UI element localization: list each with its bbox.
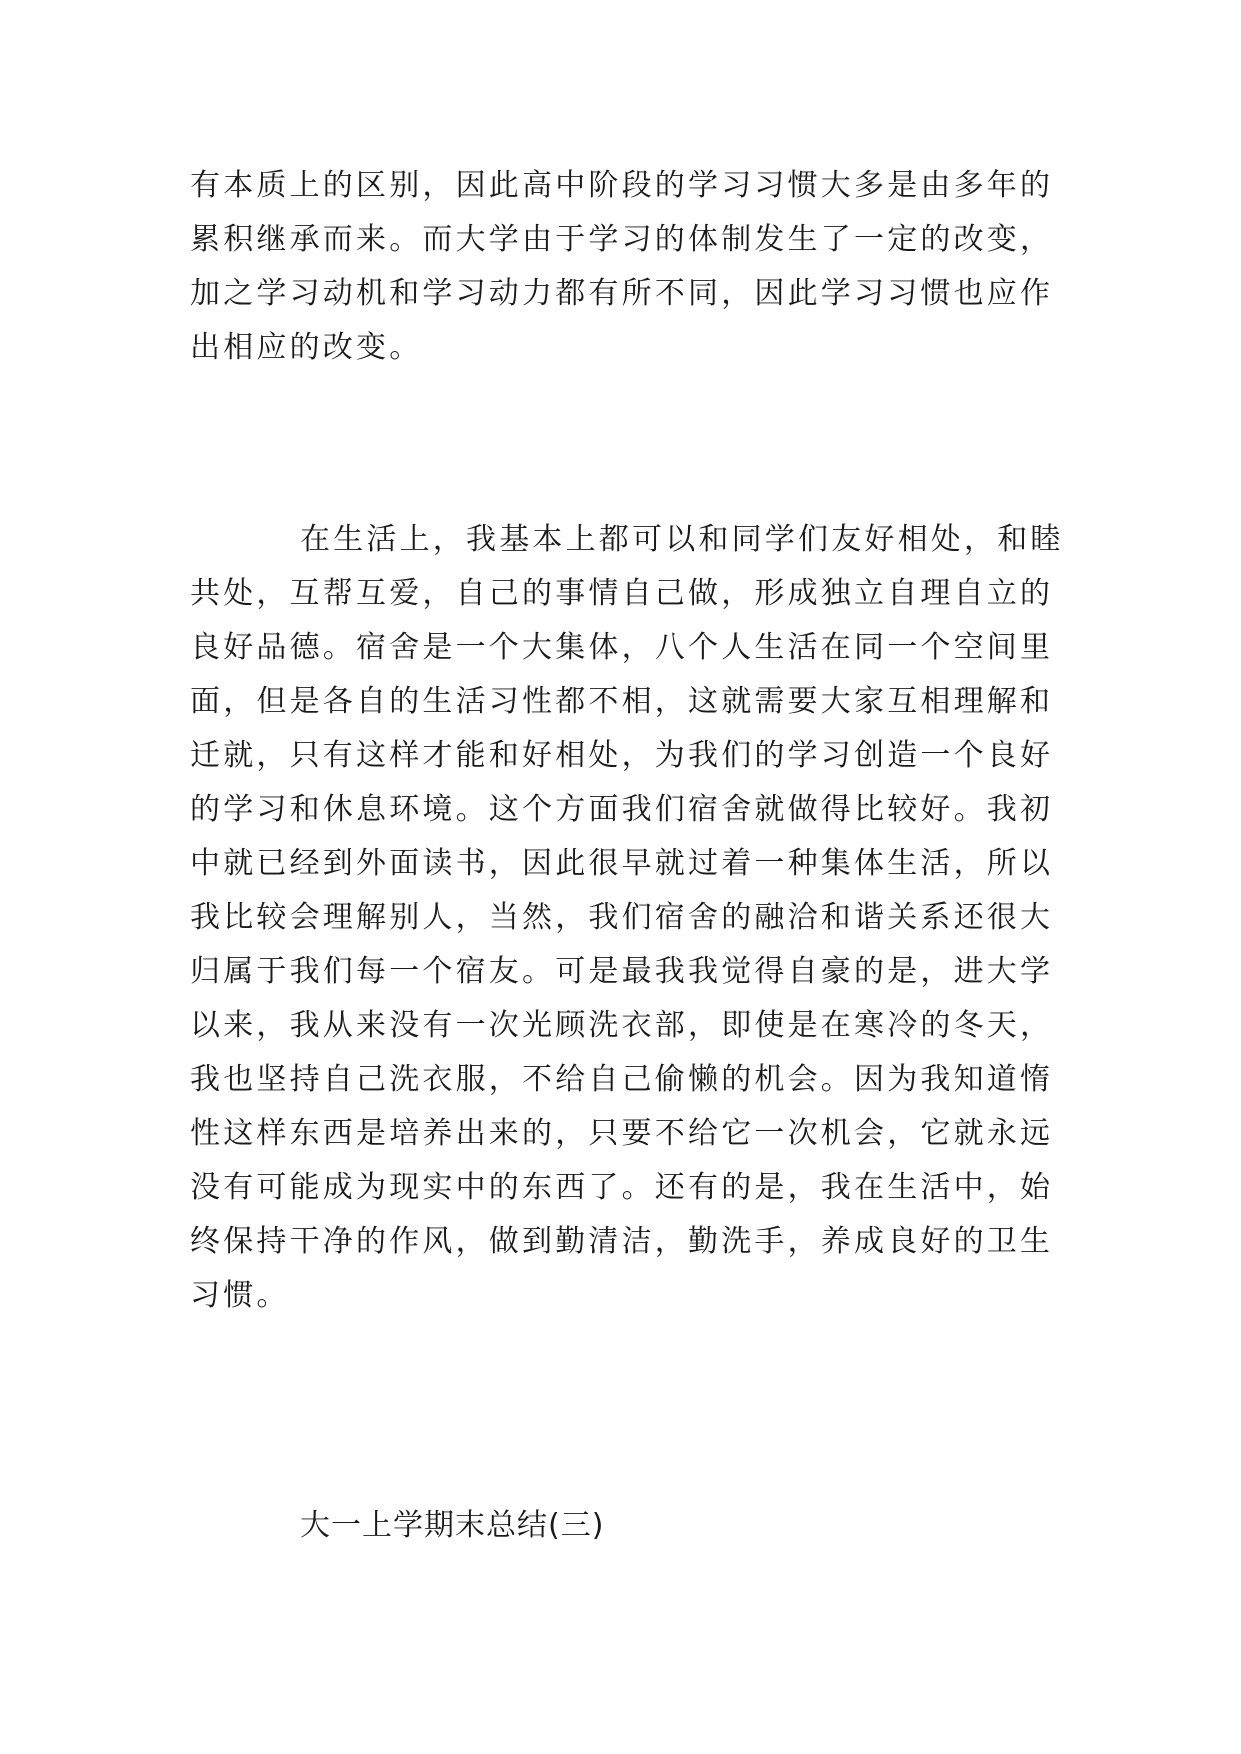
text-line: 累积继承而来。而大学由于学习的体制发生了一定的改变， — [190, 222, 1054, 257]
text-line: 加之学习动机和学习动力都有所不同，因此学习习惯也应作 — [190, 276, 1054, 311]
text-line: 归属于我们每一个宿友。可是最我我觉得自豪的是，进大学 — [190, 954, 1054, 989]
text-line: 的学习和休息环境。这个方面我们宿舍就做得比较好。我初 — [190, 792, 1054, 827]
text-line: 有本质上的区别，因此高中阶段的学习习惯大多是由多年的 — [190, 168, 1054, 203]
text-line: 迁就，只有这样才能和好相处，为我们的学习创造一个良好 — [190, 738, 1054, 773]
text-line: 我比较会理解别人，当然，我们宿舍的融洽和谐关系还很大 — [190, 900, 1054, 935]
text-line: 共处，互帮互爱，自己的事情自己做，形成独立自理自立的 — [190, 576, 1054, 611]
text-line: 良好品德。宿舍是一个大集体，八个人生活在同一个空间里 — [190, 630, 1054, 665]
text-line: 中就已经到外面读书，因此很早就过着一种集体生活，所以 — [190, 846, 1054, 881]
text-line: 习惯。 — [190, 1278, 290, 1313]
text-line: 在生活上，我基本上都可以和同学们友好相处，和睦 — [300, 522, 1064, 557]
text-line: 以来，我从来没有一次光顾洗衣部，即使是在寒冷的冬天， — [190, 1008, 1054, 1043]
text-line: 性这样东西是培养出来的，只要不给它一次机会，它就永远 — [190, 1116, 1054, 1151]
section-title: 大一上学期末总结(三) — [300, 1508, 605, 1543]
text-line: 没有可能成为现实中的东西了。还有的是，我在生活中，始 — [190, 1170, 1054, 1205]
text-line: 出相应的改变。 — [190, 330, 423, 365]
text-line: 终保持干净的作风，做到勤清洁，勤洗手，养成良好的卫生 — [190, 1224, 1054, 1259]
text-line: 面，但是各自的生活习性都不相，这就需要大家互相理解和 — [190, 684, 1054, 719]
text-line: 我也坚持自己洗衣服，不给自己偷懒的机会。因为我知道惰 — [190, 1062, 1054, 1097]
